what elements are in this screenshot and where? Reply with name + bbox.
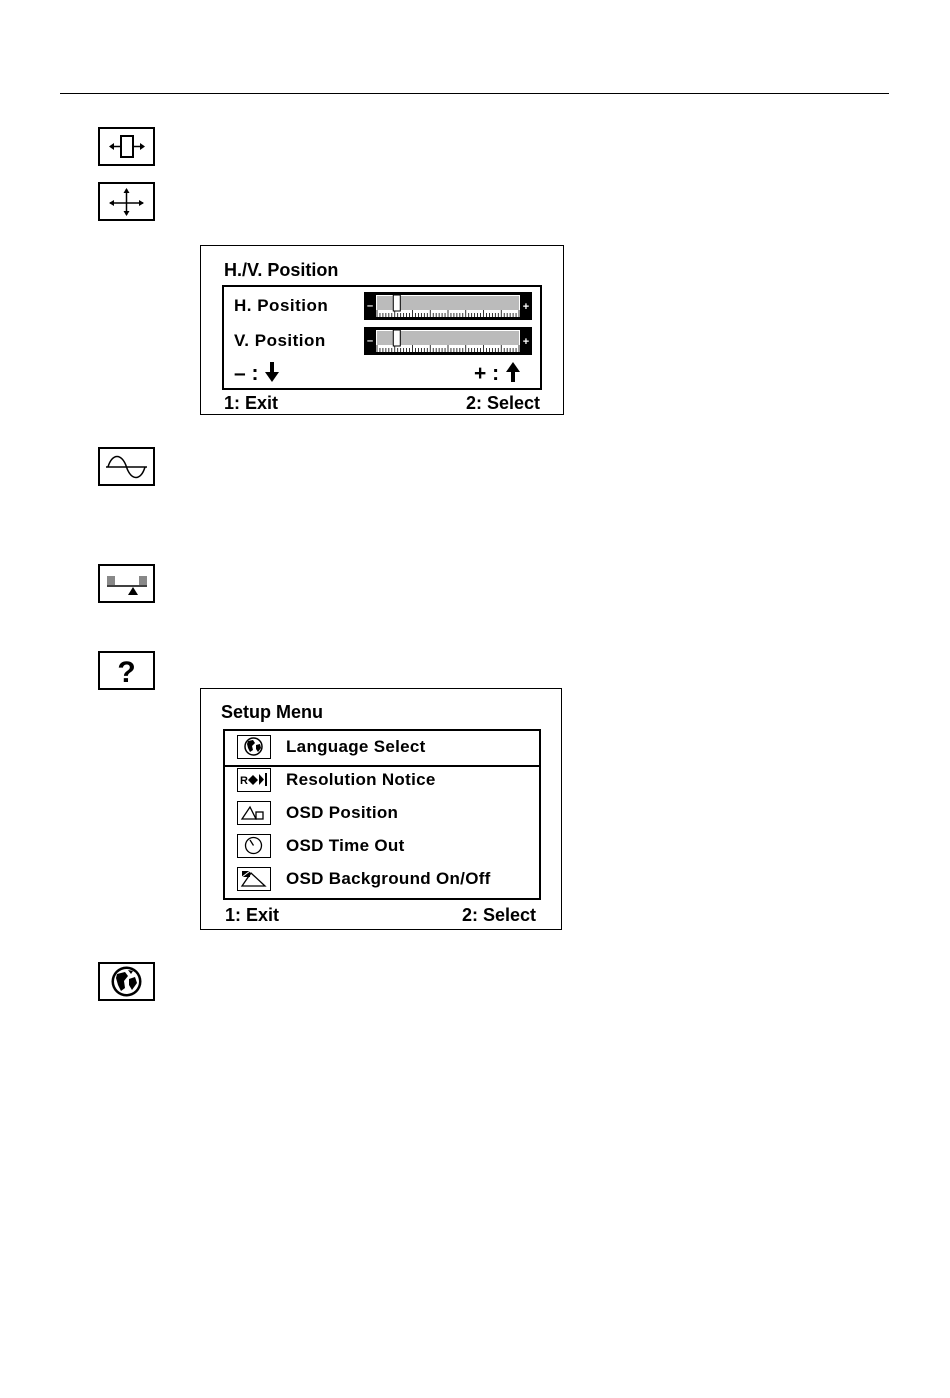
exit-label: 1: Exit — [225, 905, 280, 925]
select-label: 2: Select — [461, 905, 536, 925]
menu-item-osd-position[interactable] — [225, 797, 537, 830]
menu-item-osd-background[interactable] — [225, 863, 537, 896]
svg-text:?: ? — [117, 656, 136, 688]
h-position-label: H. Position — [234, 296, 329, 315]
osd-inner-panel — [222, 285, 542, 390]
menu-item-label: Language Select — [286, 737, 426, 756]
menu-item-osd-time-out[interactable] — [225, 830, 537, 863]
menu-item-label: OSD Background On/Off — [286, 869, 491, 888]
header-rule — [60, 93, 889, 94]
v-position-slider[interactable] — [364, 327, 532, 355]
language-globe-icon — [98, 962, 155, 1001]
osd-title: H./V. Position — [224, 260, 339, 280]
select-label: 2: Select — [465, 393, 540, 413]
minus-hint-label: – : — [234, 362, 259, 385]
fine-tune-icon — [98, 447, 155, 486]
slider-max-label: + — [522, 301, 530, 313]
menu-item-label: OSD Time Out — [286, 836, 405, 855]
plus-hint-label: + : — [474, 362, 500, 385]
hv-position-osd — [200, 245, 564, 415]
setup-menu-osd — [200, 688, 562, 930]
slider-min-label: – — [366, 335, 374, 347]
slider-min-label: – — [366, 300, 374, 312]
h-size-icon — [98, 127, 155, 166]
setup-menu-list — [223, 729, 541, 900]
sharpness-icon — [98, 564, 155, 603]
slider-knob — [393, 330, 400, 346]
menu-item-label: OSD Position — [286, 803, 399, 822]
osd-background-icon — [237, 867, 271, 891]
setup-menu-title: Setup Menu — [221, 702, 323, 722]
up-arrow-icon — [505, 361, 521, 383]
globe-icon — [237, 735, 271, 759]
osd-position-icon — [237, 801, 271, 825]
setup-menu-icon — [98, 651, 155, 690]
menu-item-resolution-notice[interactable] — [225, 764, 537, 797]
resolution-notice-icon — [237, 768, 271, 792]
menu-item-label: Resolution Notice — [286, 770, 436, 789]
minus-hint — [234, 361, 280, 386]
hv-position-icon — [98, 182, 155, 221]
v-position-label: V. Position — [234, 331, 326, 350]
plus-hint — [474, 361, 521, 386]
down-arrow-icon — [264, 361, 280, 383]
svg-text:R: R — [240, 775, 248, 787]
menu-item-language-select[interactable] — [225, 731, 537, 764]
exit-label: 1: Exit — [224, 393, 279, 413]
slider-knob — [393, 295, 400, 311]
h-position-slider[interactable] — [364, 292, 532, 320]
slider-max-label: + — [522, 336, 530, 348]
clock-icon — [237, 834, 271, 858]
